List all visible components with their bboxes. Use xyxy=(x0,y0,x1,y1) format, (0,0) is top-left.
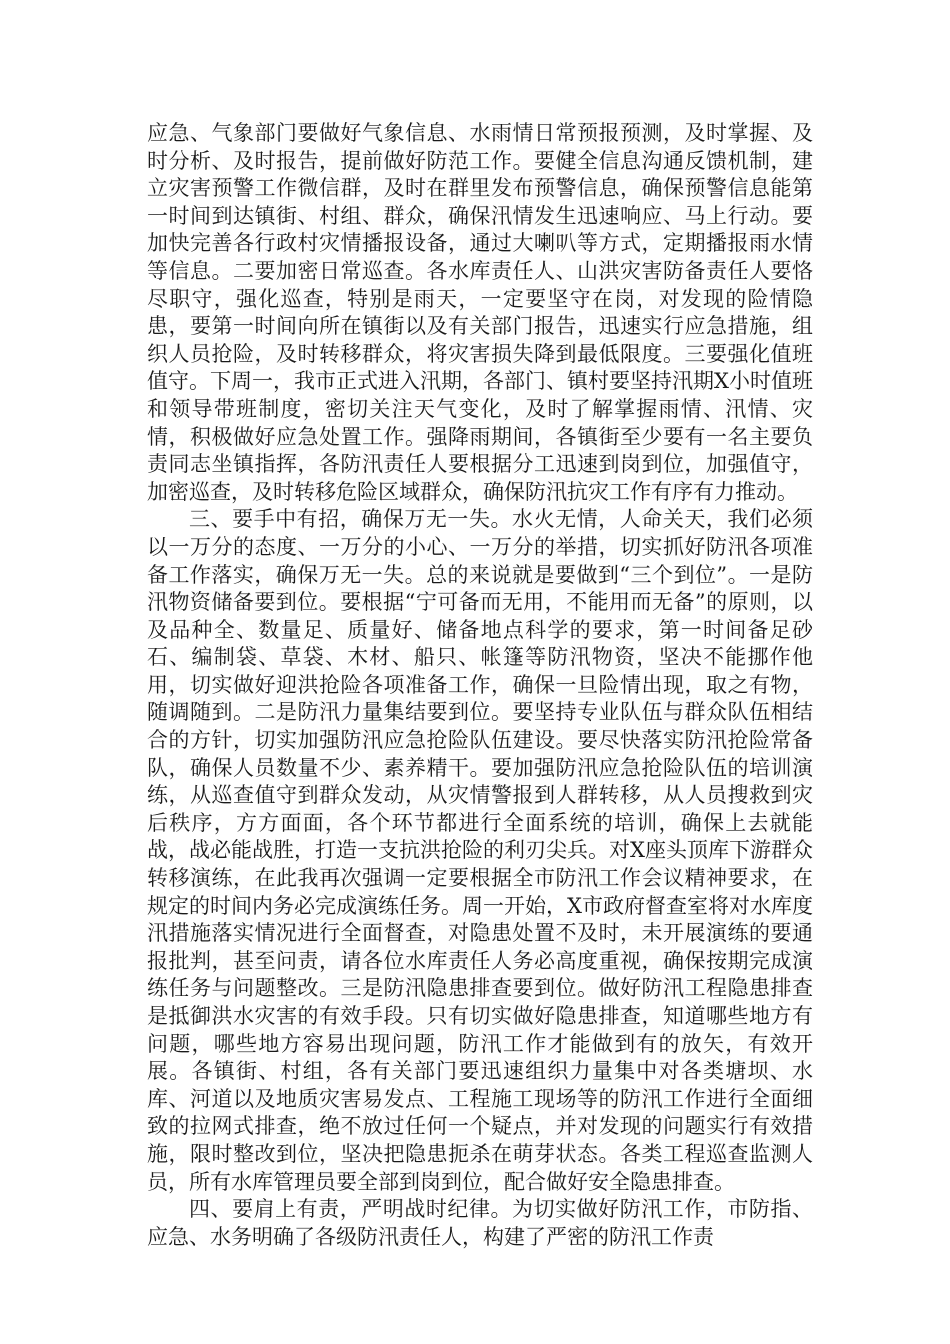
paragraph-1: 应急、气象部门要做好气象信息、水雨情日常预报预测，及时掌握、及时分析、及时报告，提前做好防范工作。要健全信息沟通反馈机制，建立灾害预警工作微信群，及时在群里发布预警信息，确保预警信息能第一时间到达镇街、村组、群众，确保汛情发生迅速响应、马上行动。要加快完善各行政村灾情播报设备，通过大喇叭等方式，定期播报雨水情等信息。二要加密日常巡查。各水库责任人、山洪灾害防备责任人要恪尽职守，强化巡查，特别是雨天，一定要坚守在岗，对发现的险情隐患，要第一时间向所在镇街以及有关部门报告，迅速实行应急措施，组织人员抢险，及时转移群众，将灾害损失降到最低限度。三要强化值班值守。下周一，我市正式进入汛期，各部门、镇村要坚持汛期X小时值班和领导带班制度，密切关注天气变化，及时了解掌握雨情、汛情、灾情，积极做好应急处置工作。强降雨期间，各镇街至少要有一名主要负责同志坐镇指挥，各防汛责任人要根据分工迅速到岗到位，加强值守，加密巡查，及时转移危险区域群众，确保防汛抗灾工作有序有力推动。 xyxy=(147,121,813,504)
paragraph-2: 三、要手中有招，确保万无一失。水火无情，人命关天，我们必须以一万分的态度、一万分的小心、一万分的举措，切实抓好防汛各项准备工作落实，确保万无一失。总的来说就是要做到“三个到位”。一是防汛物资储备要到位。要根据“宁可备而无用，不能用而无备”的原则，以及品种全、数量足、质量好、储备地点科学的要求，第一时间备足砂石、编制袋、草袋、木材、船只、帐篷等防汛物资，坚决不能挪作他用，切实做好迎洪抢险各项准备工作，确保一旦险情出现，取之有物，随调随到。二是防汛力量集结要到位。要坚持专业队伍与群众队伍相结合的方针，切实加强防汛应急抢险队伍建设。要尽快落实防汛抢险常备队，确保人员数量不少、素养精干。要加强防汛应急抢险队伍的培训演练，从巡查值守到群众发动，从灾情警报到人群转移，从人员搜救到灾后秩序，方方面面，各个环节都进行全面系统的培训，确保上去就能战，战必能战胜，打造一支抗洪抢险的利刃尖兵。对X座头顶库下游群众转移演练，在此我再次强调一定要根据全市防汛工作会议精神要求，在规定的时间内务必完成演练任务。周一开始，X市政府督查室将对水库度汛措施落实情况进行全面督查，对隐患处置不及时，未开展演练的要通报批判，甚至问责，请各位水库责任人务必高度重视，确保按期完成演练任务与问题整改。三是防汛隐患排查要到位。做好防汛工程隐患排查是抵御洪水灾害的有效手段。只有切实做好隐患排查，知道哪些地方有问题，哪些地方容易出现问题，防汛工作才能做到有的放矢，有效开展。各镇街、村组，各有关部门要迅速组织力量集中对各类塘坝、水库、河道以及地质灾害易发点、工程施工现场等的防汛工作进行全面细致的拉网式排查，绝不放过任何一个疑点，并对发现的问题实行有效措施，限时整改到位，坚决把隐患扼杀在萌芽状态。各类工程巡查监测人员，所有水库管理员要全部到岗到位，配合做好安全隐患排查。 xyxy=(147,507,813,1194)
paragraph-3: 四、要肩上有责，严明战时纪律。为切实做好防汛工作，市防指、应急、水务明确了各级防汛责任人，构建了严密的防汛工作责 xyxy=(147,1197,813,1249)
document-page xyxy=(147,120,813,1251)
